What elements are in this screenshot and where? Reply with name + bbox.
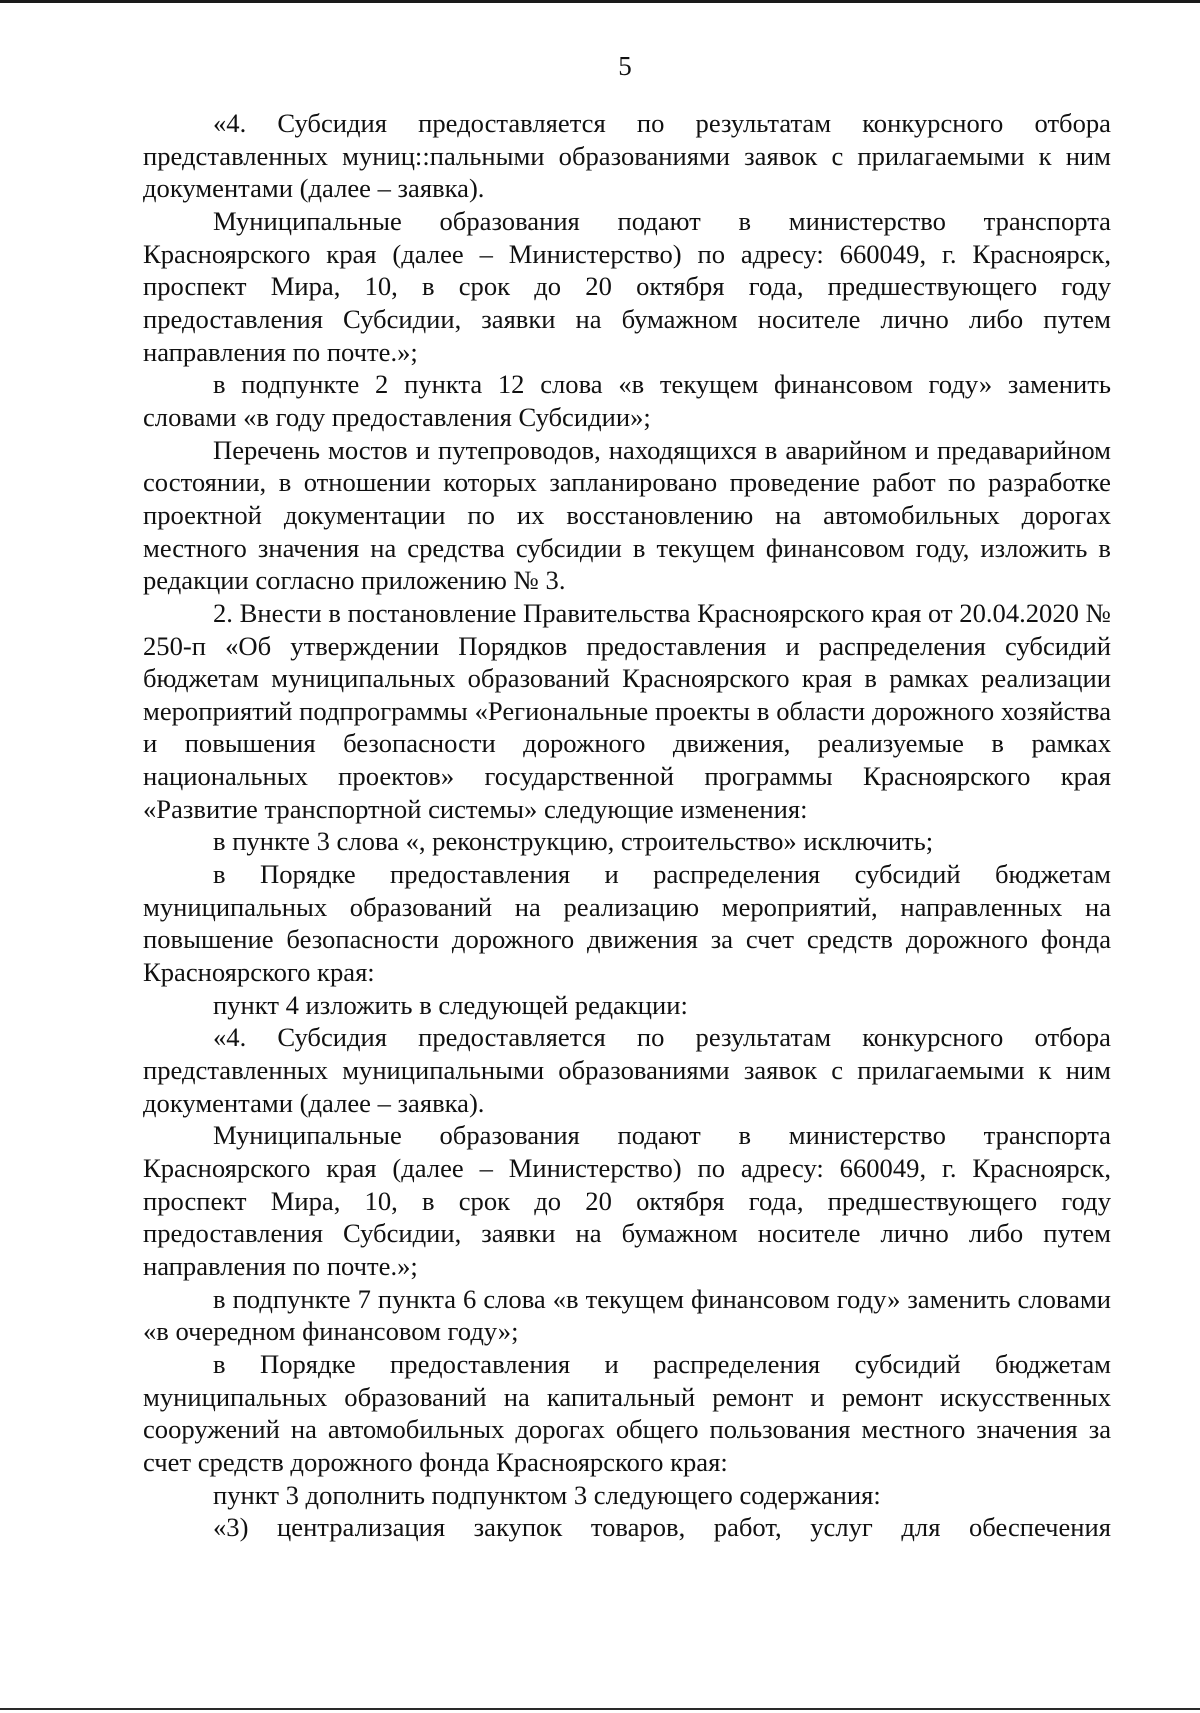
- paragraph: в Порядке предоставления и распределения субсидий бюджетам муниципальных образований на капитальный ремонт и ремонт искусственных сооружений на автомобильных дорогах общего пользования местного значения за счет средств дорожного фонда Красноярского края:: [143, 1348, 1111, 1477]
- paragraph: в Порядке предоставления и распределения субсидий бюджетам муниципальных образований на реализацию мероприятий, направленных на повышение безопасности дорожного движения за счет средств дорожного фонда Красноярского края:: [143, 859, 1111, 988]
- paragraph: «3) централизация закупок товаров, работ, услуг для обеспечения: [213, 1512, 1111, 1543]
- scan-edge-bottom: [0, 1708, 1200, 1710]
- scan-edge-top: [0, 0, 1200, 3]
- paragraph: 2. Внести в постановление Правительства Красноярского края от 20.04.2020 № 250-п «Об утверждении Порядков предоставления и распределения субсидий бюджетам муниципальных образований Красноярского края в рамках реализации мероприятий подпрограммы «Региональные проекты в области дорожного хозяйства и повышения безопасности дорожного движения, реализуемые в рамках национальных проектов» государственной программы Красноярского края «Развитие транспортной системы» следующие изменения:: [143, 597, 1111, 824]
- paragraph: «4. Субсидия предоставляется по результатам конкурсного отбора представленных муниципальными образованиями заявок с прилагаемыми к ним документами (далее – заявка).: [143, 1022, 1111, 1118]
- document-body: [143, 107, 1111, 1544]
- paragraph: Муниципальные образования подают в министерство транспорта Красноярского края (далее – Министерство) по адресу: 660049, г. Красноярск, проспект Мира, 10, в срок до 20 октября года, предшествующего году предоставления Субсидии, заявки на бумажном носителе лично либо путем направления по почте.»;: [143, 205, 1111, 367]
- paragraph: Муниципальные образования подают в министерство транспорта Красноярского края (далее – Министерство) по адресу: 660049, г. Красноярск, проспект Мира, 10, в срок до 20 октября года, предшествующего году предоставления Субсидии, заявки на бумажном носителе лично либо путем направления по почте.»;: [143, 1120, 1111, 1281]
- paragraph: «4. Субсидия предоставляется по результатам конкурсного отбора представленных муниц::пальными образованиями заявок с прилагаемыми к ним документами (далее – заявка).: [143, 108, 1111, 204]
- paragraph: в подпункте 7 пункта 6 слова «в текущем финансовом году» заменить словами «в очередном финансовом году»;: [143, 1283, 1111, 1347]
- paragraph: Перечень мостов и путепроводов, находящихся в аварийном и предаварийном состоянии, в отношении которых запланировано проведение работ по разработке проектной документации по их восстановлению на автомобильных дорогах местного значения на средства субсидии в текущем финансовом году, изложить в редакции согласно приложению № 3.: [143, 434, 1111, 596]
- paragraph: в подпункте 2 пункта 12 слова «в текущем финансовом году» заменить словами «в году предоставления Субсидии»;: [143, 369, 1111, 432]
- paragraph: пункт 3 дополнить подпунктом 3 следующего содержания:: [213, 1479, 881, 1510]
- paragraph: пункт 4 изложить в следующей редакции:: [213, 989, 688, 1020]
- paragraph: в пункте 3 слова «, реконструкцию, строительство» исключить;: [213, 826, 934, 857]
- page-number: 5: [618, 51, 632, 81]
